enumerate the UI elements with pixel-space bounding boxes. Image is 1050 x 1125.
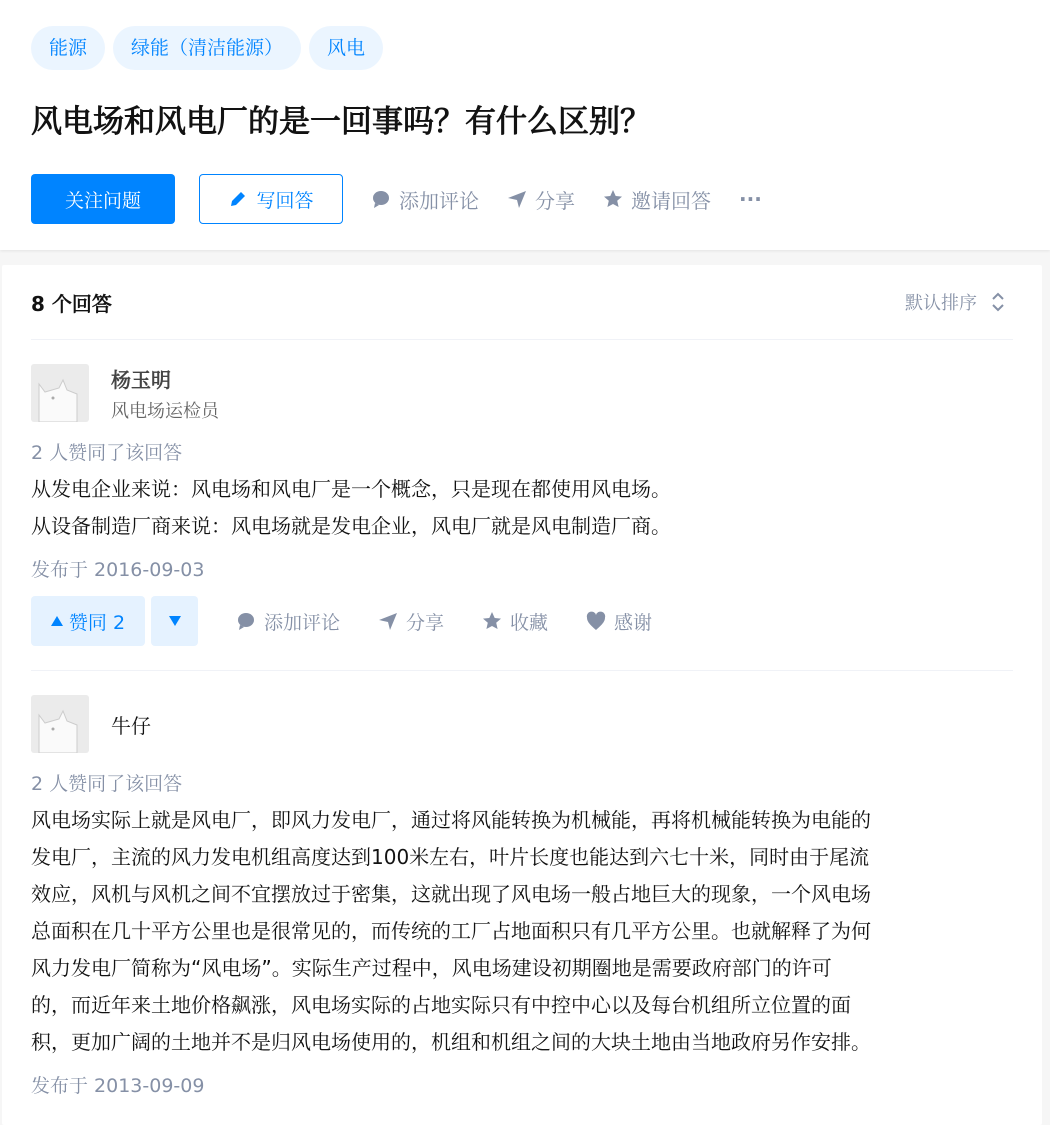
content-line: 从发电企业来说：风电场和风电厂是一个概念，只是现在都使用风电场。	[31, 477, 671, 501]
sort-chevrons-icon	[991, 291, 1005, 313]
sort-select[interactable]	[905, 289, 1005, 315]
default-avatar-icon	[31, 364, 89, 422]
author-info	[31, 695, 1013, 753]
comment-label: 添加评论	[264, 611, 341, 634]
content-line: 积，更加广阔的土地并不是归风电场使用的，机组和机组之间的大块土地由当地政府另作安排。	[31, 1030, 871, 1054]
paper-plane-icon	[378, 611, 398, 631]
answer-item	[31, 671, 1013, 1098]
content-line: 从设备制造厂商来说：风电场就是发电企业，风电厂就是风电制造厂商。	[31, 514, 671, 538]
answer-count: 8 个回答	[31, 291, 112, 316]
author-name[interactable]: 杨玉明	[111, 367, 171, 392]
upvote-label: 赞同 2	[68, 611, 126, 634]
content-line: 效应，风机与风机之间不宜摆放过于密集，这就出现了风电场一般占地巨大的现象，一个风电场	[31, 882, 871, 906]
follow-question-button[interactable]: 关注问题	[31, 174, 175, 224]
author-bio: 风电场运检员	[111, 400, 219, 422]
share-label: 分享	[406, 611, 445, 634]
answer-content	[31, 802, 1013, 1061]
collect-button[interactable]	[482, 608, 548, 635]
share-label: 分享	[535, 188, 575, 213]
answer-item	[31, 340, 1013, 671]
write-answer-button[interactable]	[199, 174, 343, 224]
question-actions	[31, 174, 1019, 224]
author-name[interactable]: 牛仔	[111, 713, 151, 738]
answers-card	[2, 265, 1042, 1125]
sort-label: 默认排序	[905, 293, 977, 314]
topic-tag[interactable]: 绿能（清洁能源）	[113, 26, 301, 70]
author-info	[31, 364, 1013, 422]
thanks-button[interactable]	[586, 608, 652, 635]
answer-content	[31, 471, 1013, 545]
heart-icon	[586, 611, 606, 631]
publish-date[interactable]: 发布于 2016-09-03	[31, 559, 205, 581]
downvote-button[interactable]	[151, 596, 198, 646]
content-line: 发电厂，主流的风力发电机组高度达到100米左右，叶片长度也能达到六七十米，同时由于尾流	[31, 845, 870, 869]
vote-summary: 2 人赞同了该回答	[31, 442, 183, 464]
content-line: 总面积在几十平方公里也是很常见的，而传统的工厂占地面积只有几平方公里。也就解释了为何	[31, 919, 871, 943]
vote-summary: 2 人赞同了该回答	[31, 773, 183, 795]
default-avatar-icon	[31, 695, 89, 753]
avatar[interactable]	[31, 364, 89, 422]
topic-tag[interactable]: 风电	[309, 26, 383, 70]
topic-tag[interactable]: 能源	[31, 26, 105, 70]
comment-icon	[371, 189, 391, 209]
more-button[interactable]: ···	[739, 187, 762, 211]
content-line: 的，而近年来土地价格飙涨，风电场实际的占地实际只有中控中心以及每台机组所立位置的面	[31, 993, 851, 1017]
add-comment-button[interactable]	[236, 608, 340, 635]
question-title: 风电场和风电厂的是一回事吗？有什么区别？	[31, 104, 651, 140]
invite-answer-button[interactable]	[603, 185, 711, 214]
star-icon	[482, 611, 502, 631]
question-header	[0, 0, 1050, 250]
triangle-up-icon	[51, 616, 63, 626]
comment-icon	[236, 611, 256, 631]
paper-plane-icon	[507, 189, 527, 209]
triangle-down-icon	[169, 616, 181, 626]
add-comment-label: 添加评论	[399, 188, 479, 213]
publish-date[interactable]: 发布于 2013-09-09	[31, 1075, 205, 1097]
thanks-label: 感谢	[614, 611, 653, 634]
star-icon	[603, 189, 623, 209]
topic-list	[31, 26, 1019, 70]
answer-actions	[31, 596, 1013, 671]
avatar[interactable]	[31, 695, 89, 753]
content-line: 风电场实际上就是风电厂，即风力发电厂，通过将风能转换为机械能，再将机械能转换为电能的	[31, 808, 871, 832]
write-answer-label: 写回答	[256, 189, 314, 212]
pencil-icon	[228, 189, 248, 209]
content-line: 风力发电厂简称为“风电场”。实际生产过程中，风电场建设初期圈地是需要政府部门的许可	[31, 956, 832, 980]
answers-header	[31, 265, 1013, 340]
upvote-button[interactable]	[31, 596, 145, 646]
invite-answer-label: 邀请回答	[631, 188, 711, 213]
share-button[interactable]	[378, 608, 444, 635]
share-button[interactable]	[507, 185, 575, 214]
collect-label: 收藏	[510, 611, 549, 634]
add-comment-button[interactable]	[371, 185, 479, 214]
